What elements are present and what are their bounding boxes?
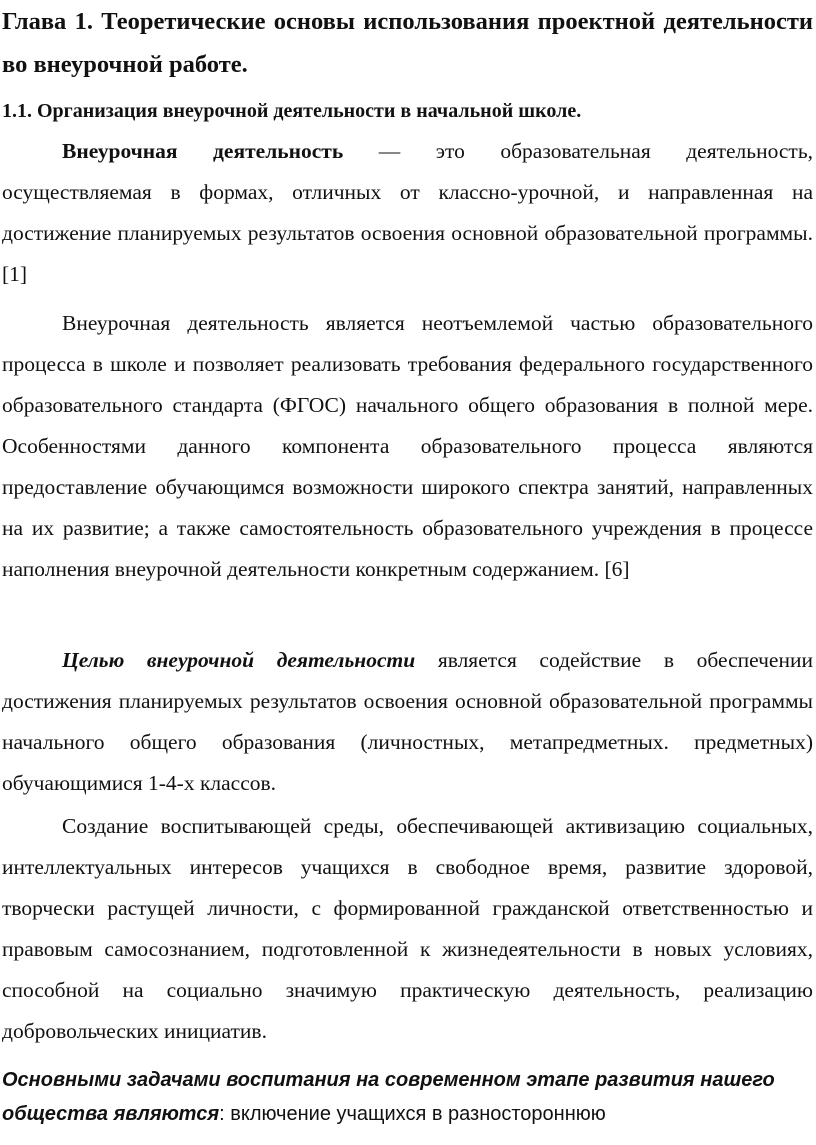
term-main-tasks: Основными задачами воспитания на современном этапе развития нашего общества являются: [2, 1069, 775, 1125]
paragraph-text: : включение учащихся в разностороннюю: [219, 1103, 606, 1125]
paragraph-text: Создание воспитывающей среды, обеспечивающей активизацию социальных, интеллектуальных интересов учащихся в свободное время, развитие здоровой, творчески растущей личности, с формированной гражданской ответственностью и правовым самосознанием, подготовленной к жизнедеятельности в новых условиях, способной на социально значимую практическую деятельность, реализацию добровольческих инициатив.: [2, 814, 813, 1043]
paragraph-definition: [2, 131, 813, 295]
paragraph-text: Внеурочная деятельность является неотъемлемой частью образовательного процесса в школе и позволяет реализовать требования федерального государственного образовательного стандарта (ФГОС) начального общего образования в полной мере. Особенностями данного компонента образовательного процесса являются предоставление обучающимся возможности широкого спектра занятий, направленных на их развитие; а также самостоятельность образовательного учреждения в процессе наполнения внеурочной деятельности конкретным содержанием. [6]: [2, 311, 813, 581]
paragraph-tasks: [2, 1063, 813, 1131]
chapter-heading: Глава 1. Теоретические основы использования проектной деятельности во внеурочной работе.: [2, 8, 813, 78]
term-extracurricular-activity: Внеурочная деятельность: [62, 139, 344, 163]
paragraph-goal: [2, 640, 813, 804]
paragraph-importance: [2, 303, 813, 590]
section-heading: 1.1. Организация внеурочной деятельности в начальной школе.: [2, 100, 582, 122]
term-goal: Целью внеурочной деятельности: [62, 648, 416, 672]
paragraph-text: — это образовательная деятельность, осуществляемая в формах, отличных от классно-урочной, и направленная на достижение планируемых результатов освоения основной образовательной программы. [1]: [2, 139, 813, 286]
paragraph-text: является содействие в обеспечении достижения планируемых результатов освоения основной образовательной программы начального общего образования (личностных, метапредметных. предметных) обучающимися 1-4-х классов.: [2, 648, 813, 795]
paragraph-environment: [2, 806, 813, 1052]
